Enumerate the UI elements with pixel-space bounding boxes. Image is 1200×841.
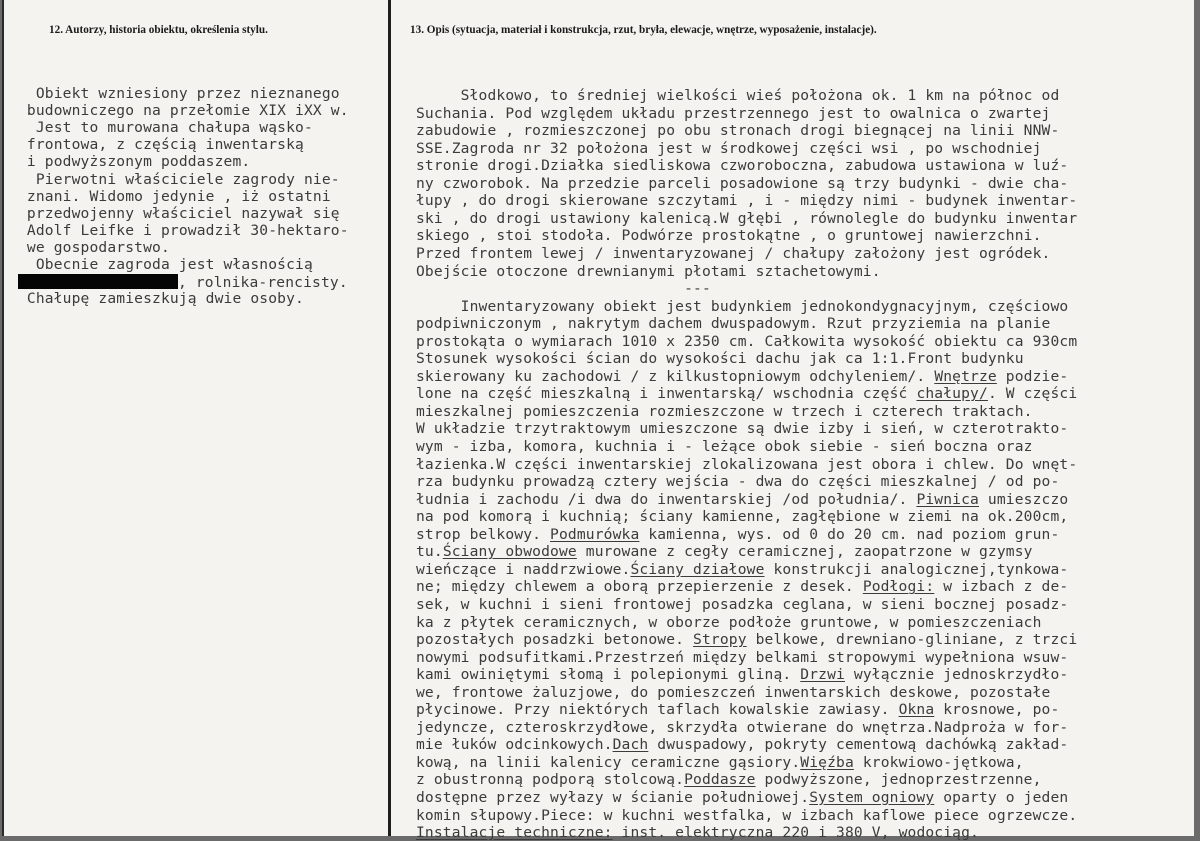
underlined-term: Więźba xyxy=(800,753,854,771)
underlined-term: Ściany działowe xyxy=(630,560,765,578)
text-line: ne; między chlewem a oborą przepierzenie z desek. Podłogi: w izbach z de- xyxy=(416,578,1069,596)
underlined-term: Podmurówka xyxy=(550,525,640,543)
text-line xyxy=(18,291,304,307)
underlined-term: Wnętrze xyxy=(934,367,997,385)
underlined-term: System ogniowy xyxy=(809,789,935,806)
text-line: z obustronną podporą stolcową.Poddasze podwyższone, jednoprzestrzenne, xyxy=(416,771,1042,789)
line-text: Chałupę zamieszkują dwie osoby. xyxy=(18,290,304,308)
line-text: przedwojenny właściciel nazywał się xyxy=(18,204,340,222)
text-line: skierowany ku zachodowi / z kilkustopniowym odchyleniem/. Wnętrze podzie- xyxy=(416,367,1069,385)
text-line: W układzie trzytraktowym umieszczone są dwie izby i sień, w czterotrakto- xyxy=(416,420,1069,438)
text-line xyxy=(18,154,250,170)
text-line: kami owiniętymi słomą i polepionymi gliną. Drzwi wyłącznie jednoskrzydło- xyxy=(416,666,1069,684)
line-text: we gospodarstwo. xyxy=(18,238,170,256)
text-line: płycinowe. Przy niektórych taflach kowalskie zawiasy. Okna krosnowe, po- xyxy=(416,701,1060,719)
underlined-term: Poddasze xyxy=(684,771,756,789)
text-line xyxy=(18,223,349,239)
text-line xyxy=(18,120,313,136)
text-line: nowymi podsufitkami.Przestrzeń między belkami stropowymi wypełniona wsuw- xyxy=(416,648,1069,666)
text-line: na pod komorą i kuchnią; ściany kamienne, zagłębione w ziemi na ok.200cm, xyxy=(416,508,1069,526)
text-line: Instalacje techniczne: inst. elektryczna 220 i 380 V, wodociąg. xyxy=(416,824,979,841)
text-line xyxy=(18,257,313,273)
text-line: podpiwniczonym , nakrytym dachem dwuspadowym. Rzut przyziemia na planie xyxy=(416,315,1051,333)
text-line: Suchania. Pod względem układu przestrzennego jest to owalnica o zwartej xyxy=(416,104,1051,122)
column-divider xyxy=(388,0,391,836)
line-text: Pierwotni właściciele zagrody nie- xyxy=(18,170,340,188)
text-line: łupy , do drogi skierowane szczytami , i - między nimi - budynek inwentar- xyxy=(416,192,1078,210)
text-line: pozostałych posadzki betonowe. Stropy belkowe, drewniano-gliniane, z trzci xyxy=(416,631,1078,649)
text-line: tu.Ściany obwodowe murowane z cegły ceramicznej, zaopatrzone w gzymsy xyxy=(416,543,1033,561)
text-line: komin słupowy.Piece: w kuchni westfalka, w izbach kaflowe piece ogrzewcze. xyxy=(416,806,1078,824)
text-line: dostępne przez wyłazy w ścianie południowej.System ogniowy oparty o jeden xyxy=(416,789,1069,806)
text-line: mie łuków odcinkowych.Dach dwuspadowy, pokryty cementową dachówką zakład- xyxy=(416,736,1069,754)
text-line: kową, na linii kalenicy ceramiczne gąsiory.Więźba krokwiowo-jętkowa, xyxy=(416,753,1024,771)
line-text: budowniczego na przełomie XIX iXX w. xyxy=(18,102,349,120)
underlined-term: Okna xyxy=(898,701,935,719)
text-line: SSE.Zagroda nr 32 położona jest w środkowej części wsi , po wschodniej xyxy=(416,139,1042,157)
section-12-header: 12. Autorzy, historia obiektu, określenia stylu. xyxy=(49,24,268,36)
text-line: Słodkowo, to średniej wielkości wieś położona ok. 1 km na północ od xyxy=(416,87,1060,104)
text-line: mieszkalnej pomieszczenia rozmieszczone w trzech i czterech traktach. xyxy=(416,402,1033,420)
underlined-term: Dach xyxy=(612,736,649,754)
text-line xyxy=(18,172,340,188)
text-line xyxy=(18,189,331,205)
history-text xyxy=(18,86,388,346)
text-line: --- xyxy=(416,280,711,298)
text-line xyxy=(18,137,304,153)
text-line: Obejście otoczone drewnianymi płotami sztachetowymi. xyxy=(416,262,881,280)
text-line: we, frontowe żaluzjowe, do pomieszczeń inwentarskich deskowe, pozostałe xyxy=(416,683,1051,701)
text-line: wym - izba, komora, kuchnia i - leżące obok siebie - sień boczna oraz xyxy=(416,438,1033,455)
text-line: rza budynku prowadzą cztery wejścia - dwa do części mieszkalnej / od po- xyxy=(416,473,1060,491)
underlined-term: Piwnica xyxy=(916,490,979,508)
text-line: sek, w kuchni i sieni frontowej posadzka ceglana, w sieni bocznej posadz- xyxy=(416,595,1069,613)
line-text: znani. Widomo jedynie , iż ostatni xyxy=(18,187,331,205)
text-line xyxy=(18,103,349,119)
text-line: Przed frontem lewej / inwentaryzowanej / chałupy założony jest ogródek. xyxy=(416,244,1051,262)
underlined-term: chałupy/ xyxy=(916,385,988,403)
text-line: Inwentaryzowany obiekt jest budynkiem jednokondygnacyjnym, częściowo xyxy=(416,297,1069,315)
text-line xyxy=(18,240,170,256)
text-line: Stosunek wysokości ścian do wysokości dachu jak ca 1:1.Front budynku xyxy=(416,350,1024,368)
text-line: strop belkowy. Podmurówka kamienna, wys. od 0 do 20 cm. nad poziom grun- xyxy=(416,525,1060,543)
section-13-header: 13. Opis (sytuacja, materiał i konstrukcja, rzut, bryła, elewacje, wnętrze, wyposażenie, instalacje). xyxy=(410,24,877,36)
line-text: Obecnie zagroda jest własnością xyxy=(18,256,313,273)
text-line: skiego , stoi stodoła. Podwórze prostokątne , o gruntowej nawierzchni. xyxy=(416,227,1042,245)
text-line xyxy=(18,206,340,222)
description-text xyxy=(416,87,1196,841)
underlined-term: Podłogi: xyxy=(862,578,935,596)
line-text: Jest to murowana chałupa wąsko- xyxy=(18,119,313,137)
text-line: lone na część mieszkalną i inwentarską/ wschodnia część chałupy/. W części xyxy=(416,385,1078,403)
underlined-term: Drzwi xyxy=(800,666,845,684)
text-line: zabudowie , rozmieszczonej po obu stronach drogi biegnącej na linii NNW- xyxy=(416,122,1060,140)
line-text: Obiekt wzniesiony przez nieznanego xyxy=(18,85,340,102)
text-line xyxy=(18,274,348,290)
redaction-bar xyxy=(18,274,178,289)
underlined-term: Instalacje techniczne: xyxy=(416,824,613,841)
line-text: , rolnika-rencisty. xyxy=(178,274,348,292)
line-text: i podwyższonym poddaszem. xyxy=(18,153,251,171)
line-text: frontowa, z częścią inwentarską xyxy=(18,136,304,154)
text-line: ski , do drogi ustawiony kalenicą.W głębi , równolegle do budynku inwentar xyxy=(416,209,1078,227)
underlined-term: Stropy xyxy=(693,631,747,649)
text-line: prostokąta o wymiarach 1010 x 2350 cm. Całkowita wysokość obiektu ca 930cm xyxy=(416,332,1078,350)
text-line: łudnia i zachodu /i dwa do inwentarskiej /od południa/. Piwnica umieszczo xyxy=(416,490,1069,508)
text-line: jedyncze, czteroskrzydłowe, skrzydła otwierane do wnętrza.Nadproża w for- xyxy=(416,718,1069,736)
text-line: ny czworobok. Na przedzie parceli posadowione są trzy budynki - dwie cha- xyxy=(416,174,1069,192)
underlined-term: Ściany obwodowe xyxy=(442,543,577,561)
text-line: wieńczące i naddrzwiowe.Ściany działowe konstrukcji analogicznej,tynkowa- xyxy=(416,560,1069,578)
text-line: ka z płytek ceramicznych, w oborze podłoże gruntowe, w pomieszczeniach xyxy=(416,613,1042,631)
text-line: łazienka.W części inwentarskiej zlokalizowana jest obora i chlew. Do wnęt- xyxy=(416,455,1078,473)
document-sheet xyxy=(2,0,1194,841)
text-line: stronie drogi.Działka siedliskowa czworoboczna, zabudowa ustawiona w luź- xyxy=(416,157,1069,175)
line-text: Adolf Leifke i prowadził 30-hektaro- xyxy=(18,221,349,239)
text-line xyxy=(18,86,340,102)
